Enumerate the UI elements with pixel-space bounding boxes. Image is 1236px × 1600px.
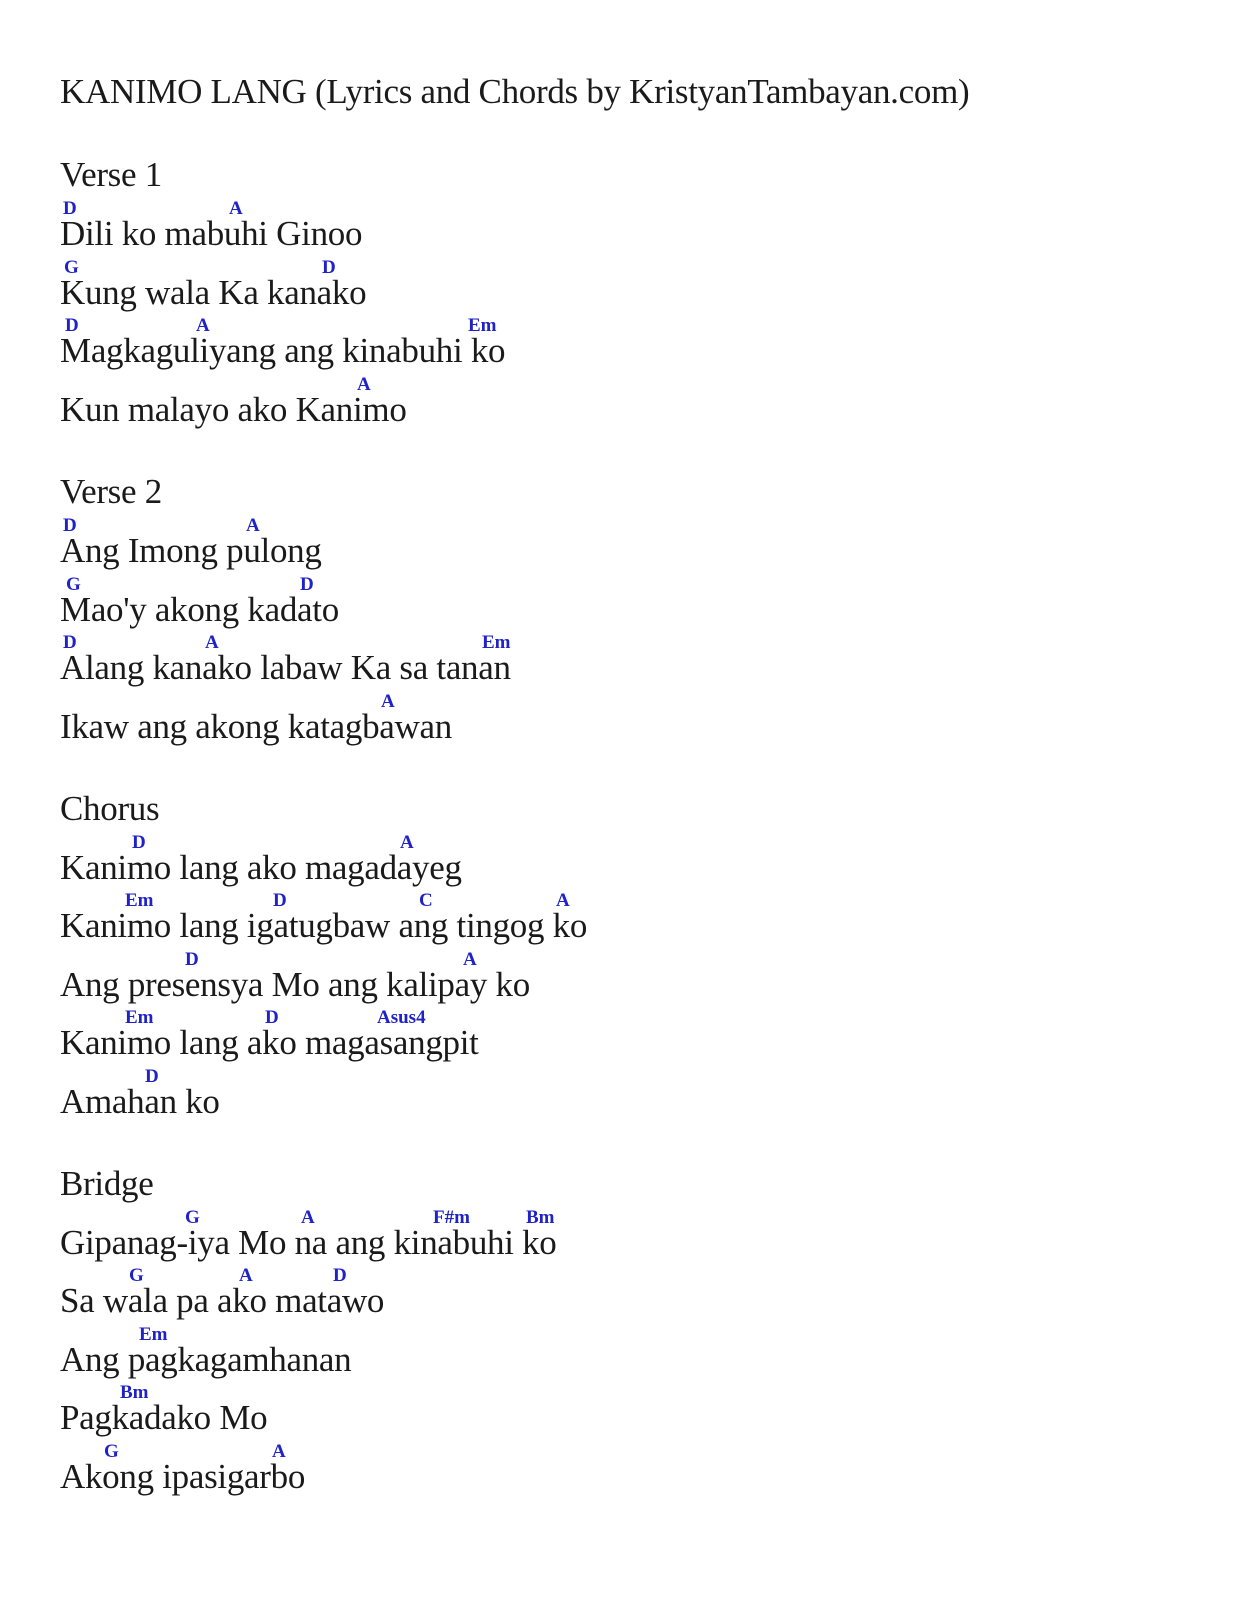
section-heading-verse-2: Verse 2: [60, 472, 162, 511]
chord: D: [300, 574, 314, 595]
lyric-line: Gipanag-iya Mo na ang kinabuhi ko: [60, 1223, 557, 1262]
chord: D: [63, 198, 77, 219]
chord: A: [272, 1441, 286, 1462]
chord: Bm: [120, 1382, 149, 1403]
chord: Em: [468, 315, 497, 336]
lyric-line: Akong ipasigarbo: [60, 1457, 306, 1496]
lyric-line: Pagkadako Mo: [60, 1398, 268, 1437]
chord: D: [63, 515, 77, 536]
chord: D: [333, 1265, 347, 1286]
lyric-line: Ang Imong pulong: [60, 531, 322, 570]
lyric-line: Kun malayo ako Kanimo: [60, 390, 407, 429]
chord: Bm: [526, 1207, 555, 1228]
section-heading-chorus: Chorus: [60, 789, 160, 828]
lyric-line: Ikaw ang akong katagbawan: [60, 707, 452, 746]
section-heading-verse-1: Verse 1: [60, 155, 162, 194]
lyric-line: Dili ko mabuhi Ginoo: [60, 214, 363, 253]
chord: A: [556, 890, 570, 911]
chord: A: [205, 632, 219, 653]
chord: A: [246, 515, 260, 536]
chord: A: [196, 315, 210, 336]
chord: G: [64, 257, 79, 278]
chord: Em: [482, 632, 511, 653]
lyric-line: Amahan ko: [60, 1082, 220, 1121]
chord: G: [129, 1265, 144, 1286]
chord: D: [273, 890, 287, 911]
chord: Asus4: [377, 1007, 426, 1028]
chord: A: [381, 691, 395, 712]
chord: Em: [125, 1007, 154, 1028]
lyric-line: Magkaguliyang ang kinabuhi ko: [60, 331, 506, 370]
lyric-line: Mao'y akong kadato: [60, 590, 339, 629]
chord: D: [322, 257, 336, 278]
lyric-line: Kanimo lang igatugbaw ang tingog ko: [60, 906, 588, 945]
chord: C: [419, 890, 433, 911]
chord: F#m: [433, 1207, 470, 1228]
chord: D: [185, 949, 199, 970]
lyric-line: Kung wala Ka kanako: [60, 273, 367, 312]
lyric-line: Ang pagkagamhanan: [60, 1340, 352, 1379]
chord: A: [239, 1265, 253, 1286]
chord: Em: [139, 1324, 168, 1345]
lyric-line: Sa wala pa ako matawo: [60, 1281, 385, 1320]
chord: D: [145, 1066, 159, 1087]
lyric-line: Kanimo lang ako magadayeg: [60, 848, 462, 887]
chord: A: [463, 949, 477, 970]
chord: D: [265, 1007, 279, 1028]
chord: G: [185, 1207, 200, 1228]
chord: Em: [125, 890, 154, 911]
chord: A: [301, 1207, 315, 1228]
chord: A: [229, 198, 243, 219]
chord: D: [65, 315, 79, 336]
document-title: KANIMO LANG (Lyrics and Chords by KristyanTambayan.com): [60, 72, 970, 111]
lyric-line: Alang kanako labaw Ka sa tanan: [60, 648, 511, 687]
chord: D: [63, 632, 77, 653]
lyric-line: Ang presensya Mo ang kalipay ko: [60, 965, 530, 1004]
chord: A: [357, 374, 371, 395]
lyric-line: Kanimo lang ako magasangpit: [60, 1023, 479, 1062]
section-heading-bridge: Bridge: [60, 1164, 154, 1203]
chord: D: [132, 832, 146, 853]
chord: G: [66, 574, 81, 595]
chord: G: [104, 1441, 119, 1462]
chord: A: [400, 832, 414, 853]
